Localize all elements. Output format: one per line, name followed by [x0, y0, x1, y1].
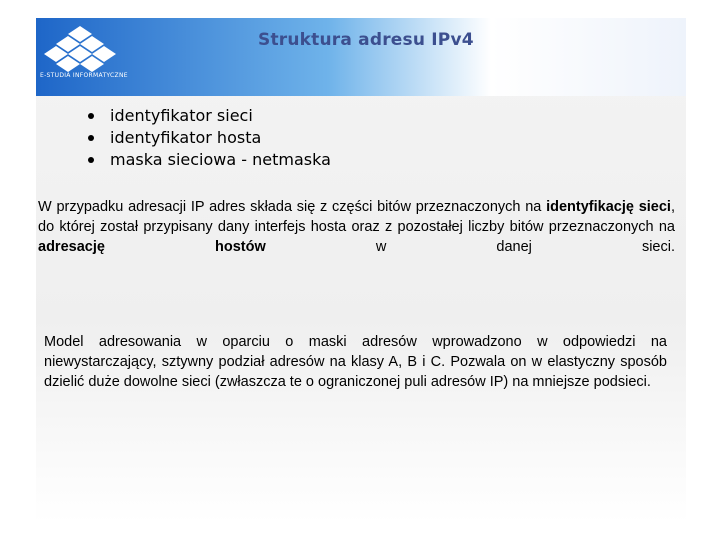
- bullet-text: maska sieciowa - netmaska: [110, 150, 331, 169]
- paragraph-addressing: [38, 197, 675, 257]
- bullet-icon: [88, 135, 94, 141]
- slide-title: Struktura adresu IPv4: [258, 30, 474, 50]
- paragraph-bold-text: identyfikację sieci: [546, 199, 671, 215]
- bullet-item: [88, 105, 331, 127]
- bullet-text: identyfikator sieci: [110, 106, 253, 125]
- paragraph-netmask-model: Model adresowania w oparciu o maski adresów wprowadzono w odpowiedzi na niewystarczający, sztywny podział adresów na klasy A, B i C. Pozwala on w elastyczny sposób dzielić duże dowolne sieci (zwłaszcza te o ograniczonej puli adresów IP) na mniejsze podsieci.: [44, 334, 667, 390]
- bullet-item: [88, 127, 331, 149]
- bullet-icon: [88, 157, 94, 163]
- logo-caption: E-STUDIA INFORMATYCZNE: [40, 72, 128, 79]
- bullet-item: [88, 149, 331, 171]
- paragraph-text: w danej sieci.: [265, 239, 675, 255]
- paragraph-text: , do której został przypisany dany interfejs hosta oraz z pozostałej liczby bitów przeznaczonych na: [38, 199, 675, 235]
- bullet-list: [88, 105, 331, 171]
- paragraph-bold-text: adresację hostów: [38, 239, 266, 255]
- paragraph-text: W przypadku adresacji IP adres składa się z części bitów przeznaczonych na: [38, 199, 547, 215]
- bullet-icon: [88, 113, 94, 119]
- bullet-text: identyfikator hosta: [110, 128, 262, 147]
